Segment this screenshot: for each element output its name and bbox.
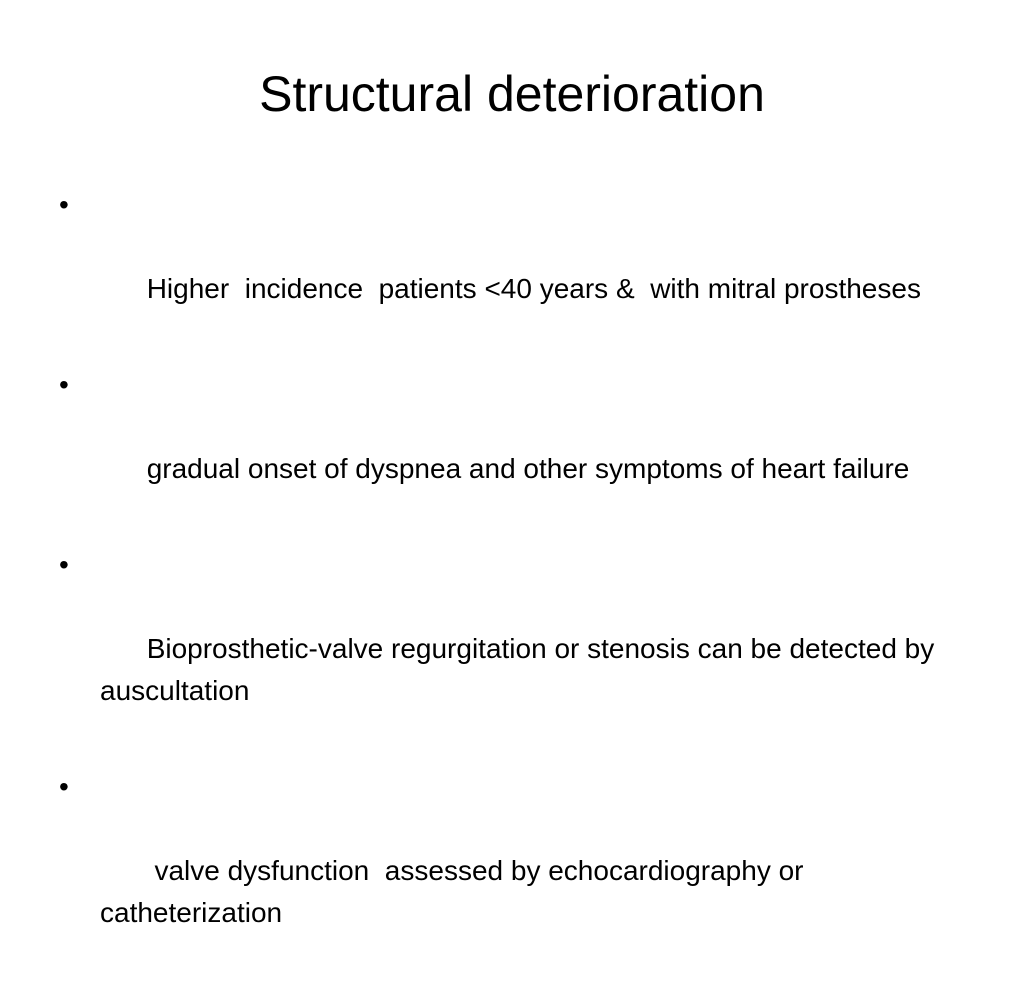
- bullet-icon: •: [59, 369, 69, 400]
- bullet-icon: •: [59, 189, 69, 220]
- bullet-item: [56, 184, 956, 352]
- bullet-icon: •: [59, 771, 69, 802]
- bullet-text: Higher incidence patients <40 years & with mitral prostheses: [146, 273, 921, 304]
- bullet-item: [56, 364, 956, 532]
- bullet-icon: •: [59, 549, 69, 580]
- bullet-text: gradual onset of dyspnea and other symptoms of heart failure: [146, 453, 910, 484]
- bullet-text: Bioprosthetic-valve regurgitation or stenosis can be detected by auscultation: [100, 633, 943, 706]
- bullet-text: valve dysfunction assessed by echocardiography or catheterization: [100, 855, 812, 928]
- bullet-item: [56, 544, 956, 754]
- bullet-list: [56, 184, 956, 988]
- bullet-item: [56, 766, 956, 976]
- slide-title: Structural deterioration: [259, 66, 765, 122]
